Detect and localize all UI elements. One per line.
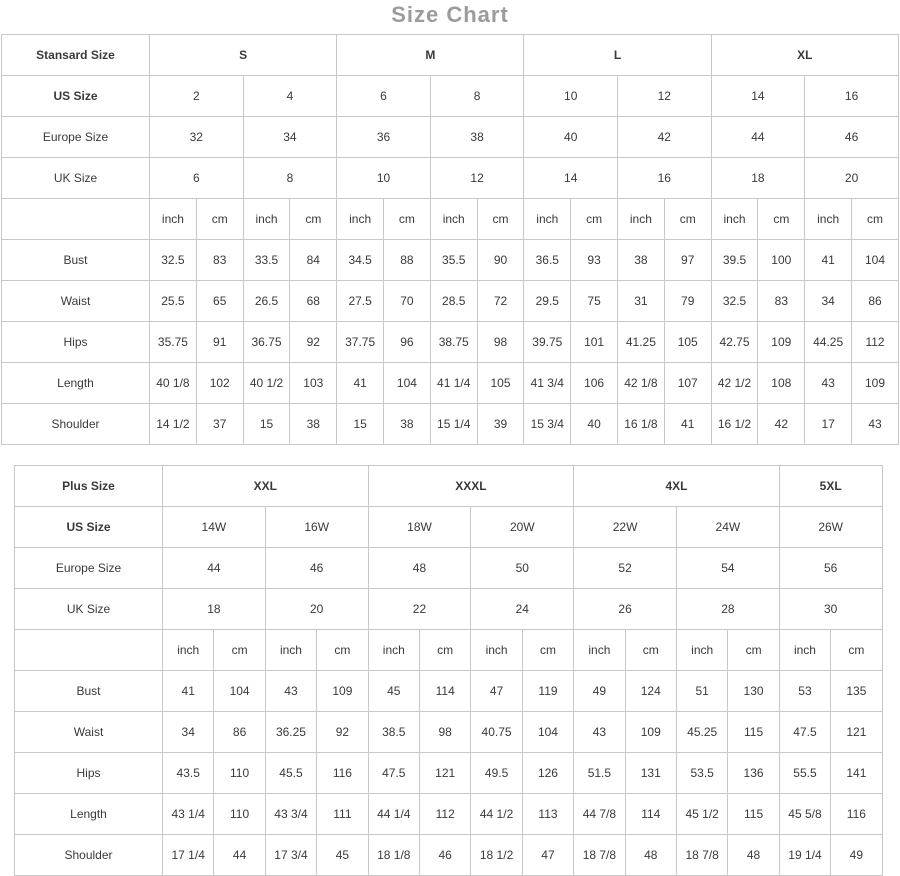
cell-shoulder-plus-0: 17 1/4 (163, 835, 214, 876)
cell-unit-plus-9: cm (625, 630, 676, 671)
cell-waist-8: 29.5 (524, 281, 571, 322)
cell-europe-size-3: 38 (430, 117, 524, 158)
cell-hips-plus-6: 49.5 (471, 753, 522, 794)
table-row (2, 404, 899, 445)
cell-hips-plus-5: 121 (419, 753, 470, 794)
cell-shoulder-plus-5: 46 (419, 835, 470, 876)
cell-hips-15: 112 (852, 322, 899, 363)
row-label-waist-plus: Waist (15, 712, 163, 753)
cell-shoulder-12: 16 1/2 (711, 404, 758, 445)
cell-bust-5: 88 (384, 240, 431, 281)
cell-europe-size-plus-0: 44 (163, 548, 266, 589)
table-row (15, 589, 883, 630)
group-header-xl: XL (711, 35, 898, 76)
table-row (2, 363, 899, 404)
cell-waist-5: 70 (384, 281, 431, 322)
cell-us-size-plus-3: 20W (471, 507, 574, 548)
cell-unit-15: cm (852, 199, 899, 240)
cell-unit-0: inch (150, 199, 197, 240)
cell-hips-14: 44.25 (805, 322, 852, 363)
cell-hips-2: 36.75 (243, 322, 290, 363)
cell-uk-size-5: 16 (618, 158, 712, 199)
cell-unit-2: inch (243, 199, 290, 240)
cell-bust-9: 93 (571, 240, 618, 281)
cell-shoulder-13: 42 (758, 404, 805, 445)
cell-length-plus-4: 44 1/4 (368, 794, 419, 835)
cell-hips-plus-7: 126 (522, 753, 573, 794)
cell-uk-size-3: 12 (430, 158, 524, 199)
cell-hips-plus-11: 136 (728, 753, 779, 794)
cell-bust-plus-2: 43 (265, 671, 316, 712)
cell-length-12: 42 1/2 (711, 363, 758, 404)
cell-shoulder-plus-1: 44 (214, 835, 265, 876)
row-label-hips: Hips (2, 322, 150, 363)
cell-shoulder-9: 40 (571, 404, 618, 445)
cell-hips-12: 42.75 (711, 322, 758, 363)
cell-us-size-3: 8 (430, 76, 524, 117)
cell-length-plus-2: 43 3/4 (265, 794, 316, 835)
cell-europe-size-1: 34 (243, 117, 337, 158)
cell-shoulder-plus-2: 17 3/4 (265, 835, 316, 876)
cell-unit-4: inch (337, 199, 384, 240)
cell-length-6: 41 1/4 (430, 363, 477, 404)
cell-length-15: 109 (852, 363, 899, 404)
table-row (2, 281, 899, 322)
cell-unit-plus-3: cm (317, 630, 368, 671)
table-row (15, 466, 883, 507)
cell-unit-plus-8: inch (574, 630, 625, 671)
cell-waist-1: 65 (196, 281, 243, 322)
cell-shoulder-3: 38 (290, 404, 337, 445)
cell-us-size-plus-2: 18W (368, 507, 471, 548)
cell-bust-2: 33.5 (243, 240, 290, 281)
cell-bust-13: 100 (758, 240, 805, 281)
cell-bust-10: 38 (618, 240, 665, 281)
cell-unit-plus-0: inch (163, 630, 214, 671)
cell-waist-plus-4: 38.5 (368, 712, 419, 753)
cell-waist-plus-10: 45.25 (676, 712, 727, 753)
cell-shoulder-15: 43 (852, 404, 899, 445)
cell-unit-13: cm (758, 199, 805, 240)
cell-waist-plus-0: 34 (163, 712, 214, 753)
cell-unit-6: inch (430, 199, 477, 240)
cell-shoulder-plus-3: 45 (317, 835, 368, 876)
cell-unit-plus-4: inch (368, 630, 419, 671)
cell-shoulder-10: 16 1/8 (618, 404, 665, 445)
cell-bust-6: 35.5 (430, 240, 477, 281)
cell-bust-plus-8: 49 (574, 671, 625, 712)
cell-shoulder-plus-9: 48 (625, 835, 676, 876)
cell-shoulder-plus-11: 48 (728, 835, 779, 876)
cell-unit-14: inch (805, 199, 852, 240)
cell-bust-3: 84 (290, 240, 337, 281)
cell-hips-8: 39.75 (524, 322, 571, 363)
row-label-bust: Bust (2, 240, 150, 281)
table-row (15, 794, 883, 835)
cell-shoulder-7: 39 (477, 404, 524, 445)
cell-unit-3: cm (290, 199, 337, 240)
group-header-4xl: 4XL (574, 466, 780, 507)
cell-hips-plus-12: 55.5 (779, 753, 830, 794)
cell-waist-plus-7: 104 (522, 712, 573, 753)
cell-length-plus-11: 115 (728, 794, 779, 835)
cell-us-size-1: 4 (243, 76, 337, 117)
page-title: Size Chart (391, 2, 509, 27)
row-label-us-size: US Size (2, 76, 150, 117)
cell-waist-plus-9: 109 (625, 712, 676, 753)
table-row (2, 240, 899, 281)
cell-length-4: 41 (337, 363, 384, 404)
cell-hips-plus-9: 131 (625, 753, 676, 794)
cell-waist-7: 72 (477, 281, 524, 322)
cell-europe-size-5: 42 (618, 117, 712, 158)
cell-waist-15: 86 (852, 281, 899, 322)
group-header-5xl: 5XL (779, 466, 882, 507)
cell-shoulder-plus-4: 18 1/8 (368, 835, 419, 876)
cell-bust-plus-1: 104 (214, 671, 265, 712)
cell-us-size-0: 2 (150, 76, 244, 117)
row-label-shoulder-plus: Shoulder (15, 835, 163, 876)
cell-bust-0: 32.5 (150, 240, 197, 281)
cell-shoulder-5: 38 (384, 404, 431, 445)
cell-length-plus-8: 44 7/8 (574, 794, 625, 835)
cell-us-size-plus-0: 14W (163, 507, 266, 548)
cell-uk-size-0: 6 (150, 158, 244, 199)
cell-hips-5: 96 (384, 322, 431, 363)
cell-bust-plus-13: 135 (831, 671, 882, 712)
cell-europe-size-plus-4: 52 (574, 548, 677, 589)
cell-unit-plus-6: inch (471, 630, 522, 671)
cell-waist-2: 26.5 (243, 281, 290, 322)
cell-hips-4: 37.75 (337, 322, 384, 363)
cell-unit-10: inch (618, 199, 665, 240)
cell-waist-plus-2: 36.25 (265, 712, 316, 753)
cell-bust-11: 97 (664, 240, 711, 281)
cell-shoulder-14: 17 (805, 404, 852, 445)
plus-size-table-wrap (14, 465, 882, 876)
row-label-length: Length (2, 363, 150, 404)
cell-bust-7: 90 (477, 240, 524, 281)
cell-uk-size-plus-3: 24 (471, 589, 574, 630)
cell-length-plus-9: 114 (625, 794, 676, 835)
cell-bust-15: 104 (852, 240, 899, 281)
row-label-standard-size: Stansard Size (2, 35, 150, 76)
cell-unit-plus-12: inch (779, 630, 830, 671)
group-header-xxxl: XXXL (368, 466, 574, 507)
cell-length-9: 106 (571, 363, 618, 404)
cell-bust-plus-10: 51 (676, 671, 727, 712)
cell-unit-plus-7: cm (522, 630, 573, 671)
cell-uk-size-plus-6: 30 (779, 589, 882, 630)
cell-bust-12: 39.5 (711, 240, 758, 281)
cell-europe-size-7: 46 (805, 117, 899, 158)
row-label-uk-size: UK Size (2, 158, 150, 199)
group-header-l: L (524, 35, 711, 76)
cell-us-size-7: 16 (805, 76, 899, 117)
cell-us-size-plus-1: 16W (265, 507, 368, 548)
cell-waist-11: 79 (664, 281, 711, 322)
cell-us-size-plus-4: 22W (574, 507, 677, 548)
cell-bust-4: 34.5 (337, 240, 384, 281)
standard-size-table-wrap (1, 34, 899, 445)
cell-waist-14: 34 (805, 281, 852, 322)
cell-bust-plus-11: 130 (728, 671, 779, 712)
cell-us-size-6: 14 (711, 76, 805, 117)
cell-us-size-2: 6 (337, 76, 431, 117)
table-row (15, 548, 883, 589)
cell-unit-plus-11: cm (728, 630, 779, 671)
cell-shoulder-plus-10: 18 7/8 (676, 835, 727, 876)
cell-length-plus-0: 43 1/4 (163, 794, 214, 835)
cell-us-size-plus-5: 24W (676, 507, 779, 548)
cell-uk-size-plus-0: 18 (163, 589, 266, 630)
cell-waist-9: 75 (571, 281, 618, 322)
cell-hips-1: 91 (196, 322, 243, 363)
cell-europe-size-0: 32 (150, 117, 244, 158)
cell-hips-11: 105 (664, 322, 711, 363)
cell-uk-size-2: 10 (337, 158, 431, 199)
cell-us-size-4: 10 (524, 76, 618, 117)
plus-size-table (14, 465, 883, 876)
table-row (2, 35, 899, 76)
table-row (15, 507, 883, 548)
cell-europe-size-plus-1: 46 (265, 548, 368, 589)
cell-shoulder-plus-13: 49 (831, 835, 882, 876)
cell-us-size-plus-6: 26W (779, 507, 882, 548)
cell-shoulder-8: 15 3/4 (524, 404, 571, 445)
cell-length-3: 103 (290, 363, 337, 404)
cell-bust-8: 36.5 (524, 240, 571, 281)
cell-hips-plus-8: 51.5 (574, 753, 625, 794)
cell-us-size-5: 12 (618, 76, 712, 117)
cell-length-11: 107 (664, 363, 711, 404)
cell-waist-plus-5: 98 (419, 712, 470, 753)
cell-europe-size-2: 36 (337, 117, 431, 158)
row-label-europe-size-plus: Europe Size (15, 548, 163, 589)
cell-unit-plus-13: cm (831, 630, 882, 671)
row-label-units-plus (15, 630, 163, 671)
cell-hips-7: 98 (477, 322, 524, 363)
cell-length-7: 105 (477, 363, 524, 404)
cell-unit-12: inch (711, 199, 758, 240)
table-row (15, 671, 883, 712)
cell-europe-size-plus-2: 48 (368, 548, 471, 589)
cell-uk-size-6: 18 (711, 158, 805, 199)
table-row (2, 322, 899, 363)
cell-length-8: 41 3/4 (524, 363, 571, 404)
cell-europe-size-4: 40 (524, 117, 618, 158)
cell-unit-8: inch (524, 199, 571, 240)
cell-unit-plus-5: cm (419, 630, 470, 671)
cell-bust-plus-6: 47 (471, 671, 522, 712)
cell-bust-plus-3: 109 (317, 671, 368, 712)
row-label-length-plus: Length (15, 794, 163, 835)
cell-length-plus-3: 111 (317, 794, 368, 835)
cell-waist-3: 68 (290, 281, 337, 322)
cell-hips-0: 35.75 (150, 322, 197, 363)
cell-bust-14: 41 (805, 240, 852, 281)
table-row (2, 158, 899, 199)
cell-bust-plus-9: 124 (625, 671, 676, 712)
cell-uk-size-plus-2: 22 (368, 589, 471, 630)
cell-length-14: 43 (805, 363, 852, 404)
cell-length-plus-7: 113 (522, 794, 573, 835)
cell-length-plus-13: 116 (831, 794, 882, 835)
cell-bust-plus-5: 114 (419, 671, 470, 712)
row-label-waist: Waist (2, 281, 150, 322)
cell-shoulder-plus-8: 18 7/8 (574, 835, 625, 876)
row-label-us-size-plus: US Size (15, 507, 163, 548)
cell-bust-plus-12: 53 (779, 671, 830, 712)
cell-waist-plus-13: 121 (831, 712, 882, 753)
cell-shoulder-plus-12: 19 1/4 (779, 835, 830, 876)
cell-hips-6: 38.75 (430, 322, 477, 363)
cell-shoulder-plus-7: 47 (522, 835, 573, 876)
cell-unit-plus-2: inch (265, 630, 316, 671)
cell-waist-plus-1: 86 (214, 712, 265, 753)
cell-uk-size-plus-1: 20 (265, 589, 368, 630)
table-row-units (2, 199, 899, 240)
cell-europe-size-plus-3: 50 (471, 548, 574, 589)
table-row (2, 76, 899, 117)
cell-length-plus-12: 45 5/8 (779, 794, 830, 835)
cell-waist-plus-12: 47.5 (779, 712, 830, 753)
cell-hips-plus-13: 141 (831, 753, 882, 794)
cell-europe-size-plus-5: 54 (676, 548, 779, 589)
cell-uk-size-4: 14 (524, 158, 618, 199)
row-label-bust-plus: Bust (15, 671, 163, 712)
cell-europe-size-6: 44 (711, 117, 805, 158)
row-label-hips-plus: Hips (15, 753, 163, 794)
cell-length-plus-6: 44 1/2 (471, 794, 522, 835)
cell-bust-plus-7: 119 (522, 671, 573, 712)
cell-hips-10: 41.25 (618, 322, 665, 363)
cell-length-10: 42 1/8 (618, 363, 665, 404)
cell-hips-3: 92 (290, 322, 337, 363)
cell-shoulder-6: 15 1/4 (430, 404, 477, 445)
row-label-uk-size-plus: UK Size (15, 589, 163, 630)
cell-length-2: 40 1/2 (243, 363, 290, 404)
cell-shoulder-1: 37 (196, 404, 243, 445)
table-row (15, 835, 883, 876)
cell-waist-0: 25.5 (150, 281, 197, 322)
cell-length-plus-1: 110 (214, 794, 265, 835)
cell-shoulder-0: 14 1/2 (150, 404, 197, 445)
cell-waist-10: 31 (618, 281, 665, 322)
cell-shoulder-11: 41 (664, 404, 711, 445)
cell-unit-plus-10: inch (676, 630, 727, 671)
table-row (15, 753, 883, 794)
row-label-europe-size: Europe Size (2, 117, 150, 158)
cell-hips-plus-1: 110 (214, 753, 265, 794)
cell-unit-7: cm (477, 199, 524, 240)
cell-length-0: 40 1/8 (150, 363, 197, 404)
cell-hips-plus-4: 47.5 (368, 753, 419, 794)
cell-shoulder-plus-6: 18 1/2 (471, 835, 522, 876)
cell-uk-size-plus-5: 28 (676, 589, 779, 630)
row-label-plus-size: Plus Size (15, 466, 163, 507)
cell-unit-5: cm (384, 199, 431, 240)
cell-waist-plus-6: 40.75 (471, 712, 522, 753)
cell-bust-1: 83 (196, 240, 243, 281)
cell-hips-plus-10: 53.5 (676, 753, 727, 794)
cell-shoulder-4: 15 (337, 404, 384, 445)
cell-unit-plus-1: cm (214, 630, 265, 671)
table-row (2, 117, 899, 158)
cell-waist-13: 83 (758, 281, 805, 322)
cell-shoulder-2: 15 (243, 404, 290, 445)
cell-bust-plus-4: 45 (368, 671, 419, 712)
cell-europe-size-plus-6: 56 (779, 548, 882, 589)
table-row-units (15, 630, 883, 671)
cell-uk-size-plus-4: 26 (574, 589, 677, 630)
cell-waist-plus-11: 115 (728, 712, 779, 753)
cell-length-plus-5: 112 (419, 794, 470, 835)
cell-hips-plus-3: 116 (317, 753, 368, 794)
cell-hips-13: 109 (758, 322, 805, 363)
cell-bust-plus-0: 41 (163, 671, 214, 712)
cell-waist-6: 28.5 (430, 281, 477, 322)
cell-waist-plus-8: 43 (574, 712, 625, 753)
cell-unit-11: cm (664, 199, 711, 240)
cell-length-13: 108 (758, 363, 805, 404)
group-header-xxl: XXL (163, 466, 369, 507)
cell-hips-plus-0: 43.5 (163, 753, 214, 794)
standard-size-table (1, 34, 899, 445)
cell-hips-9: 101 (571, 322, 618, 363)
group-header-m: M (337, 35, 524, 76)
cell-waist-plus-3: 92 (317, 712, 368, 753)
cell-uk-size-1: 8 (243, 158, 337, 199)
cell-unit-1: cm (196, 199, 243, 240)
group-header-s: S (150, 35, 337, 76)
cell-waist-12: 32.5 (711, 281, 758, 322)
cell-hips-plus-2: 45.5 (265, 753, 316, 794)
row-label-units (2, 199, 150, 240)
cell-unit-9: cm (571, 199, 618, 240)
row-label-shoulder: Shoulder (2, 404, 150, 445)
cell-waist-4: 27.5 (337, 281, 384, 322)
cell-length-5: 104 (384, 363, 431, 404)
cell-length-plus-10: 45 1/2 (676, 794, 727, 835)
cell-length-1: 102 (196, 363, 243, 404)
table-row (15, 712, 883, 753)
cell-uk-size-7: 20 (805, 158, 899, 199)
